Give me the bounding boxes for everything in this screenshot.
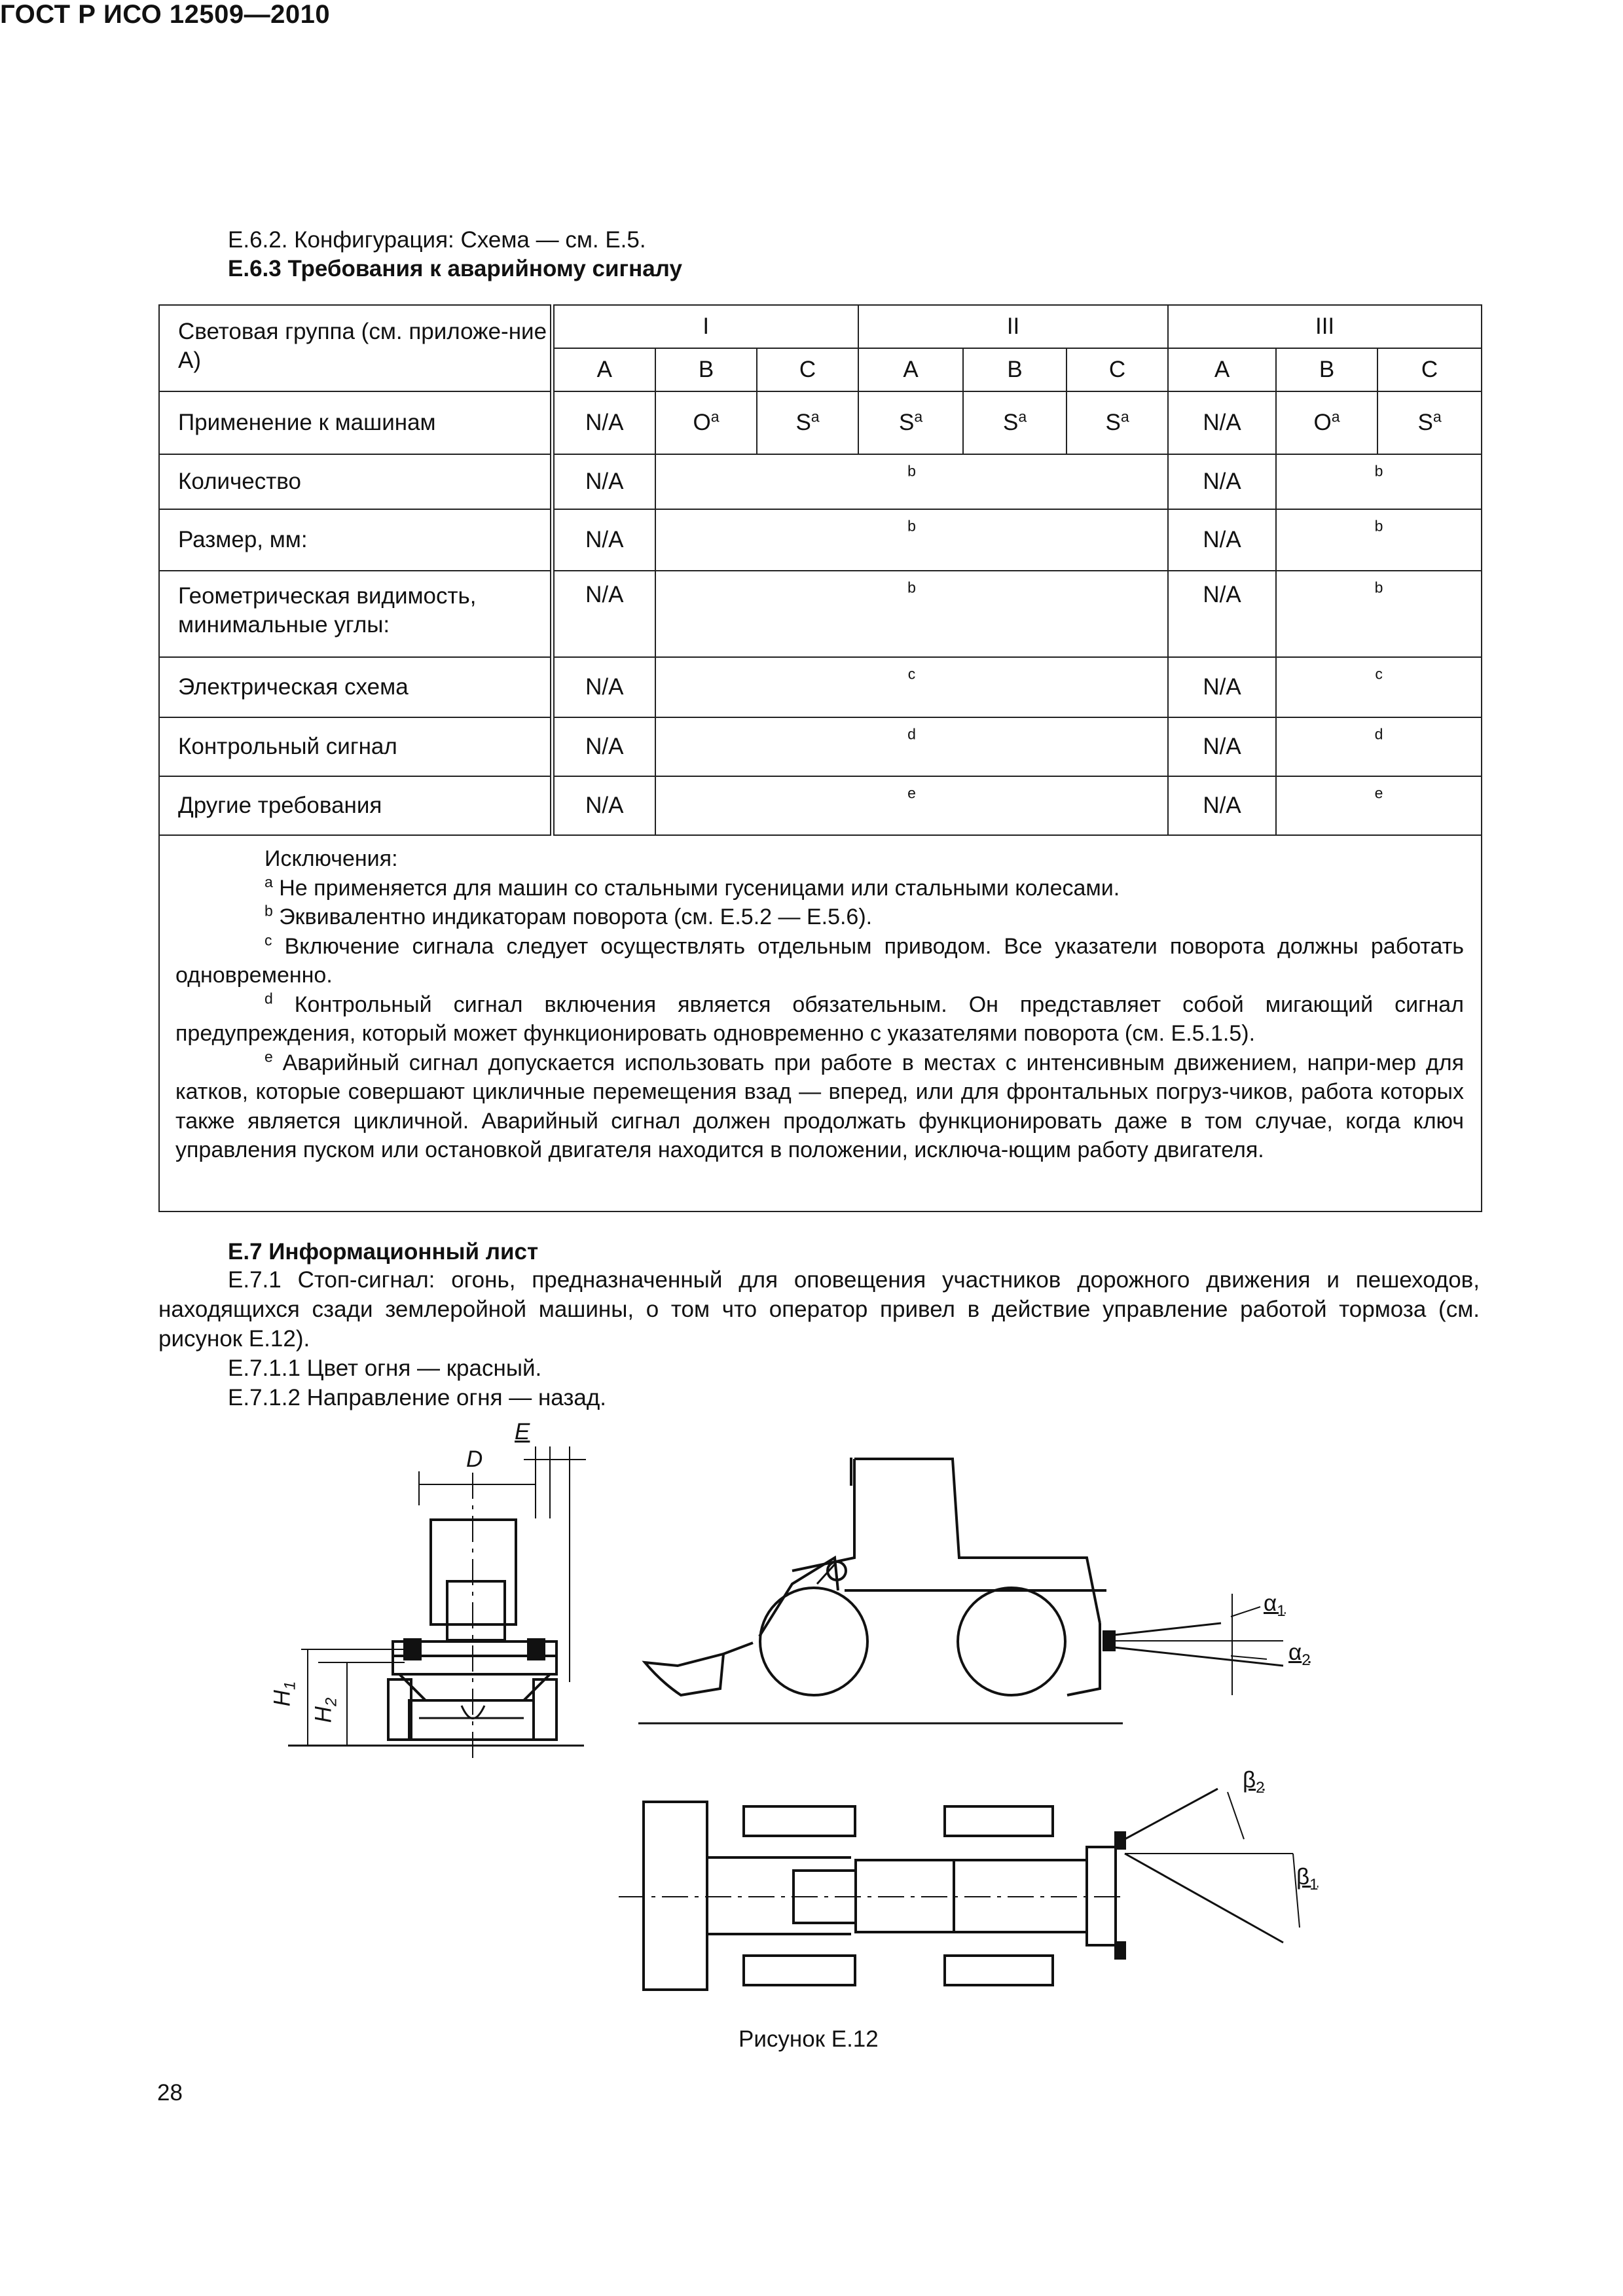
row-label: Другие требования: [159, 776, 552, 835]
section-item-1: Е.7.1.1 Цвет огня — красный.: [228, 1355, 542, 1381]
sub-header: C: [1377, 348, 1482, 391]
table-cell: N/A: [552, 776, 655, 835]
table-cell-span: e: [1276, 776, 1482, 835]
label-beta2: $\beta_2$: [1243, 1767, 1265, 1797]
table-cell-span: b: [655, 509, 1168, 571]
table-cell: $O^a$: [655, 391, 757, 454]
table-cell: N/A: [1168, 509, 1276, 571]
document-header: ГОСТ Р ИСО 12509—2010: [0, 0, 331, 29]
label-beta1: $\beta_1$: [1296, 1864, 1319, 1893]
table-cell: N/A: [1168, 391, 1276, 454]
table-cell: N/A: [1168, 717, 1276, 776]
table-cell: N/A: [552, 571, 655, 657]
row-label: Контрольный сигнал: [159, 717, 552, 776]
sub-header: A: [1168, 348, 1276, 391]
table-cell: $S^a$: [757, 391, 858, 454]
top-view-drawing: [619, 1789, 1300, 1990]
group-header: Световая группа (см. приложе-ние А): [159, 305, 552, 391]
table-cell: N/A: [552, 509, 655, 571]
table-cell: N/A: [1168, 454, 1276, 509]
label-h1: $H_1$: [269, 1681, 299, 1707]
sub-header: C: [1067, 348, 1168, 391]
table-cell: $S^a$: [963, 391, 1067, 454]
row-label: Применение к машинам: [159, 391, 552, 454]
sub-header: B: [655, 348, 757, 391]
label-alpha1: $\alpha_1$: [1264, 1590, 1286, 1620]
group-i: I: [552, 305, 858, 348]
table-cell-span: c: [1276, 657, 1482, 717]
figure-caption: Рисунок Е.12: [739, 2026, 879, 2052]
label-h2: $H_2$: [310, 1697, 340, 1723]
table-cell: N/A: [552, 454, 655, 509]
row-label: Размер, мм:: [159, 509, 552, 571]
side-view-drawing: [638, 1458, 1283, 1723]
table-cell-span: b: [655, 571, 1168, 657]
sub-header: B: [1276, 348, 1377, 391]
group-iii: III: [1168, 305, 1482, 348]
note-b: $^b$ Эквивалентно индикаторам поворота (см. Е.5.2 — Е.5.6).: [264, 902, 873, 929]
table-cell: N/A: [552, 391, 655, 454]
notes-title: Исключения:: [264, 846, 398, 871]
label-d: D: [466, 1446, 483, 1472]
row-label: Электрическая схема: [159, 657, 552, 717]
table-cell: N/A: [1168, 657, 1276, 717]
table-cell-span: d: [655, 717, 1168, 776]
label-e: E: [515, 1419, 530, 1444]
row-label: Геометрическая видимость, минимальные углы:: [159, 571, 552, 657]
table-cell-span: c: [655, 657, 1168, 717]
note-a: $^a$ Не применяется для машин со стальными гусеницами или стальными колесами.: [264, 873, 1120, 901]
intro-line-2: Е.6.3 Требования к аварийному сигналу: [228, 256, 682, 281]
table-cell-span: b: [655, 454, 1168, 509]
table-cell-span: d: [1276, 717, 1482, 776]
table-cell-span: b: [1276, 454, 1482, 509]
page-number: 28: [157, 2080, 183, 2106]
note-d: $^d$ Контрольный сигнал включения является обязательным. Он представляет собой мигающий сигнал предупреждения, который может функционировать одновременно с указателями поворота (см. Е.5.1.5).: [175, 990, 1464, 1046]
table-cell: $O^a$: [1276, 391, 1377, 454]
sub-header: C: [757, 348, 858, 391]
sub-header: B: [963, 348, 1067, 391]
table-cell-span: e: [655, 776, 1168, 835]
table-cell: N/A: [1168, 571, 1276, 657]
table-cell: N/A: [1168, 776, 1276, 835]
table-cell: $S^a$: [858, 391, 963, 454]
section-title: Е.7 Информационный лист: [228, 1239, 539, 1265]
table-cell-span: b: [1276, 509, 1482, 571]
table-cell-span: b: [1276, 571, 1482, 657]
intro-line-1: Е.6.2. Конфигурация: Схема — см. Е.5.: [228, 227, 646, 253]
table-cell: $S^a$: [1377, 391, 1482, 454]
section-paragraph: Е.7.1 Стоп-сигнал: огонь, предназначенный для оповещения участников дорожного движения и пешеходов, находящихся сзади землеройной машины, о том что оператор привел в действие управление работой тормоза (см. рисунок Е.12).: [158, 1267, 1480, 1352]
section-item-2: Е.7.1.2 Направление огня — назад.: [228, 1385, 607, 1410]
sub-header: A: [552, 348, 655, 391]
note-e: $^e$ Аварийный сигнал допускается использовать при работе в местах с интенсивным движением, напри-мер для катков, которые совершают цикличные перемещения взад — вперед, или для фронтальных погруз-чиков, работа которых также является цикличной. Аварийный сигнал должен продолжать функционировать даже в том случае, когда ключ управления пуском или остановкой двигателя находится в положении, исключа-ющим работу двигателя.: [175, 1048, 1464, 1162]
label-alpha2: $\alpha_2$: [1288, 1640, 1311, 1669]
table-cell: N/A: [552, 657, 655, 717]
row-label: Количество: [159, 454, 552, 509]
note-c: $^c$ Включение сигнала следует осуществлять отдельным приводом. Все указатели поворота должны работать одновременно.: [175, 931, 1464, 988]
table-cell: N/A: [552, 717, 655, 776]
table-cell: $S^a$: [1067, 391, 1168, 454]
sub-header: A: [858, 348, 963, 391]
group-ii: II: [858, 305, 1168, 348]
